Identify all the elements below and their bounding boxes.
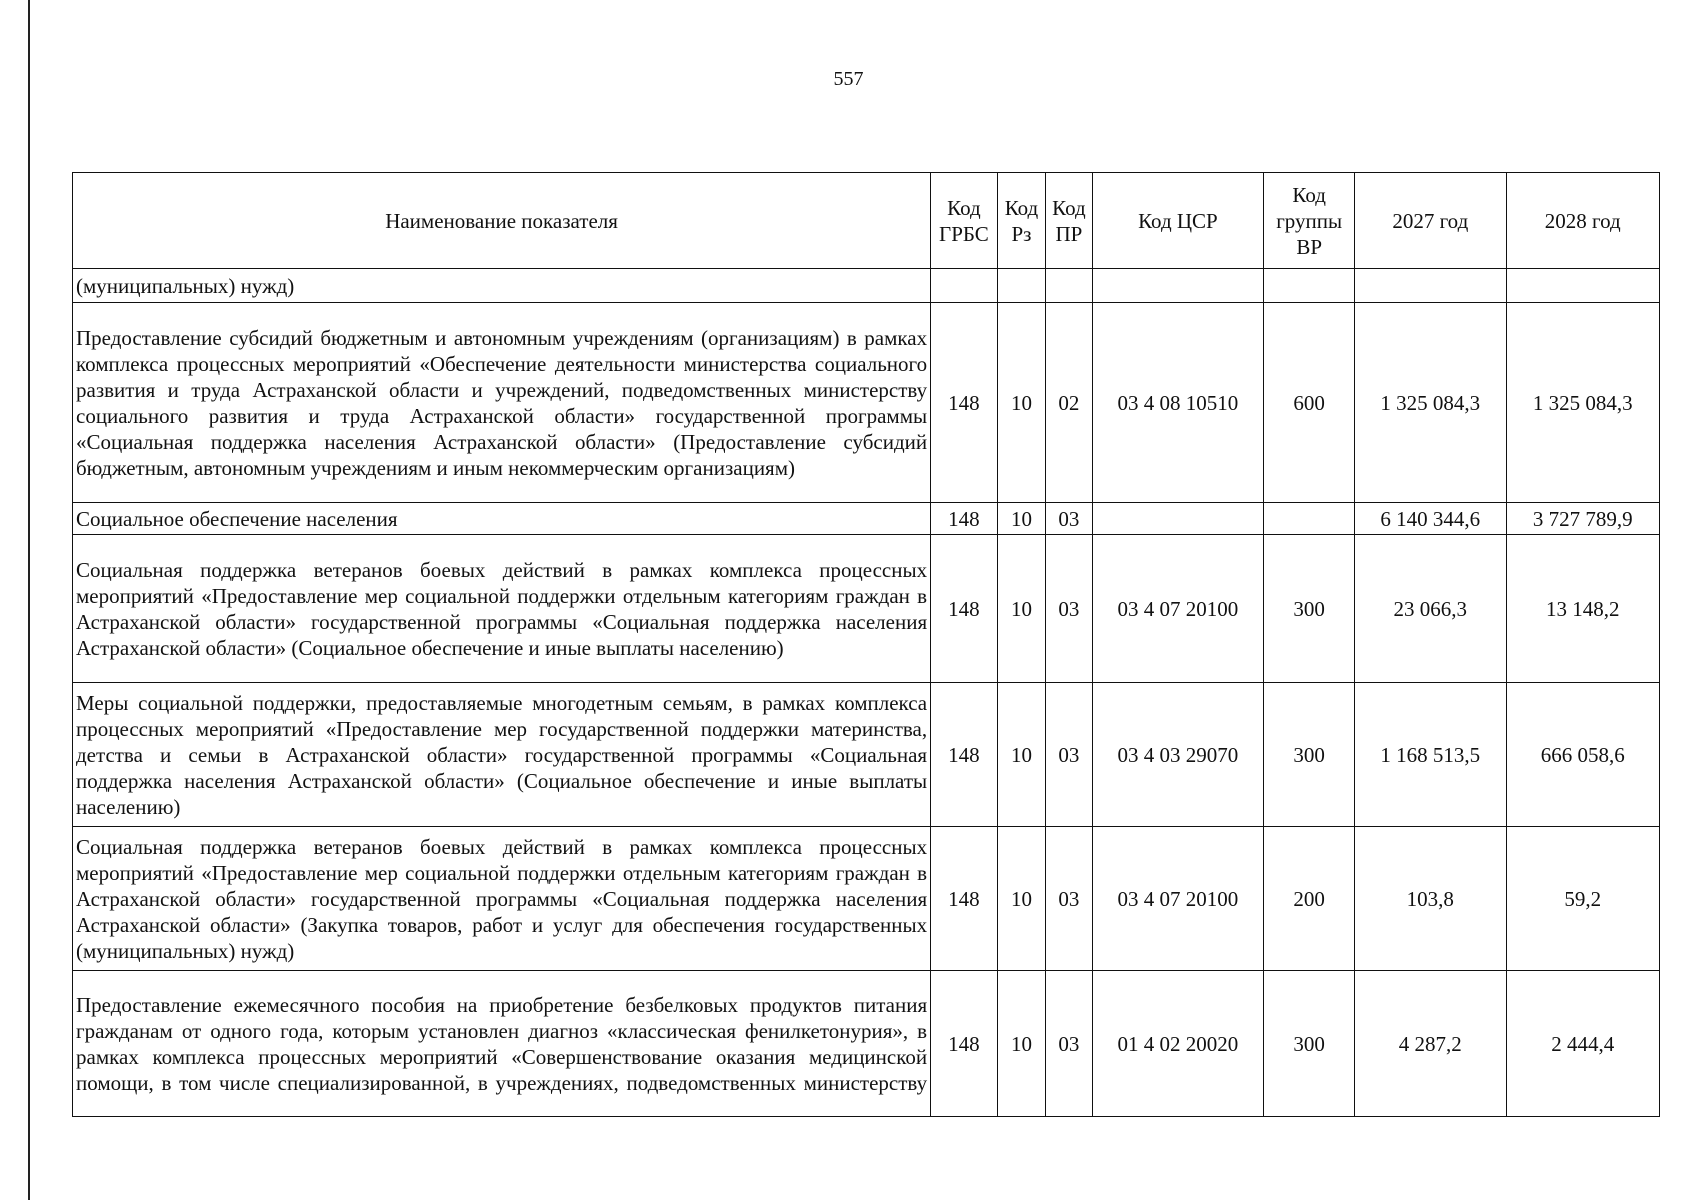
table-row xyxy=(73,827,1660,971)
header-vr: Код группы ВР xyxy=(1264,173,1355,269)
row-csr: 03 4 07 20100 xyxy=(1092,827,1264,971)
header-pr: Код ПР xyxy=(1046,173,1092,269)
row-pr: 03 xyxy=(1046,683,1092,827)
row-vr xyxy=(1264,503,1355,535)
table-row xyxy=(73,503,1660,535)
row-vr: 600 xyxy=(1264,303,1355,503)
row-2027: 6 140 344,6 xyxy=(1355,503,1506,535)
row-pr: 03 xyxy=(1046,503,1092,535)
row-2028: 13 148,2 xyxy=(1506,535,1660,683)
row-grbs: 148 xyxy=(931,683,998,827)
header-2028: 2028 год xyxy=(1506,173,1660,269)
row-rz: 10 xyxy=(997,827,1045,971)
row-2027 xyxy=(1355,269,1506,303)
row-vr: 300 xyxy=(1264,683,1355,827)
row-pr: 03 xyxy=(1046,535,1092,683)
table-row xyxy=(73,303,1660,503)
row-csr: 03 4 03 29070 xyxy=(1092,683,1264,827)
row-csr: 03 4 08 10510 xyxy=(1092,303,1264,503)
row-name: Предоставление субсидий бюджетным и автономным учреждениям (организациям) в рамках комплекса процессных мероприятий «Обеспечение деятельности министерства социального развития и труда Астраханской области и учреждений, подведомственных министерству социального развития и труда Астраханской области» государственной программы «Социальная поддержка населения Астраханской области» (Предоставление субсидий бюджетным, автономным учреждениям и иным некоммерческим организациям) xyxy=(73,303,931,503)
row-2028: 3 727 789,9 xyxy=(1506,503,1660,535)
row-name: (муниципальных) нужд) xyxy=(73,269,931,303)
row-name: Социальная поддержка ветеранов боевых действий в рамках комплекса процессных мероприятий «Предоставление мер социальной поддержки отдельным категориям граждан в Астраханской области» государственной программы «Социальная поддержка населения Астраханской области» (Закупка товаров, работ и услуг для обеспечения государственных (муниципальных) нужд) xyxy=(73,827,931,971)
table-header-row xyxy=(73,173,1660,269)
row-grbs: 148 xyxy=(931,303,998,503)
row-grbs: 148 xyxy=(931,827,998,971)
row-pr: 02 xyxy=(1046,303,1092,503)
row-2027: 1 325 084,3 xyxy=(1355,303,1506,503)
page-number: 557 xyxy=(833,68,864,90)
table-row xyxy=(73,683,1660,827)
header-grbs: Код ГРБС xyxy=(931,173,998,269)
row-2027: 103,8 xyxy=(1355,827,1506,971)
row-grbs: 148 xyxy=(931,503,998,535)
header-csr: Код ЦСР xyxy=(1092,173,1264,269)
row-grbs xyxy=(931,269,998,303)
row-rz: 10 xyxy=(997,503,1045,535)
row-vr: 200 xyxy=(1264,827,1355,971)
table-row xyxy=(73,971,1660,1117)
table-row xyxy=(73,269,1660,303)
row-2028 xyxy=(1506,269,1660,303)
budget-table xyxy=(72,172,1660,1117)
row-rz: 10 xyxy=(997,971,1045,1117)
row-2027: 1 168 513,5 xyxy=(1355,683,1506,827)
row-2027: 23 066,3 xyxy=(1355,535,1506,683)
row-pr: 03 xyxy=(1046,827,1092,971)
row-vr: 300 xyxy=(1264,971,1355,1117)
row-grbs: 148 xyxy=(931,535,998,683)
row-grbs: 148 xyxy=(931,971,998,1117)
header-rz: Код Рз xyxy=(997,173,1045,269)
row-2028: 1 325 084,3 xyxy=(1506,303,1660,503)
row-name: Социальное обеспечение населения xyxy=(73,503,931,535)
row-2027: 4 287,2 xyxy=(1355,971,1506,1117)
row-csr: 01 4 02 20020 xyxy=(1092,971,1264,1117)
table-row xyxy=(73,535,1660,683)
row-name: Меры социальной поддержки, предоставляемые многодетным семьям, в рамках комплекса процессных мероприятий «Предоставление мер государственной поддержки материнства, детства и семьи в Астраханской области» государственной программы «Социальная поддержка населения Астраханской области» (Социальное обеспечение и иные выплаты населению) xyxy=(73,683,931,827)
header-2027: 2027 год xyxy=(1355,173,1506,269)
row-csr xyxy=(1092,269,1264,303)
row-rz: 10 xyxy=(997,303,1045,503)
header-name: Наименование показателя xyxy=(73,173,931,269)
row-rz: 10 xyxy=(997,683,1045,827)
row-csr xyxy=(1092,503,1264,535)
row-rz xyxy=(997,269,1045,303)
row-2028: 2 444,4 xyxy=(1506,971,1660,1117)
row-vr xyxy=(1264,269,1355,303)
row-2028: 59,2 xyxy=(1506,827,1660,971)
row-name: Предоставление ежемесячного пособия на приобретение безбелковых продуктов питания гражданам от одного года, которым установлен диагноз «классическая фенилкетонурия», в рамках комплекса процессных мероприятий «Совершенствование оказания медицинской помощи, в том числе специализированной, в учреждениях, подведомственных министерству xyxy=(73,971,931,1117)
page-left-rule xyxy=(28,0,30,1200)
row-rz: 10 xyxy=(997,535,1045,683)
row-2028: 666 058,6 xyxy=(1506,683,1660,827)
row-pr: 03 xyxy=(1046,971,1092,1117)
row-pr xyxy=(1046,269,1092,303)
row-csr: 03 4 07 20100 xyxy=(1092,535,1264,683)
row-vr: 300 xyxy=(1264,535,1355,683)
row-name: Социальная поддержка ветеранов боевых действий в рамках комплекса процессных мероприятий «Предоставление мер социальной поддержки отдельным категориям граждан в Астраханской области» государственной программы «Социальная поддержка населения Астраханской области» (Социальное обеспечение и иные выплаты населению) xyxy=(73,535,931,683)
